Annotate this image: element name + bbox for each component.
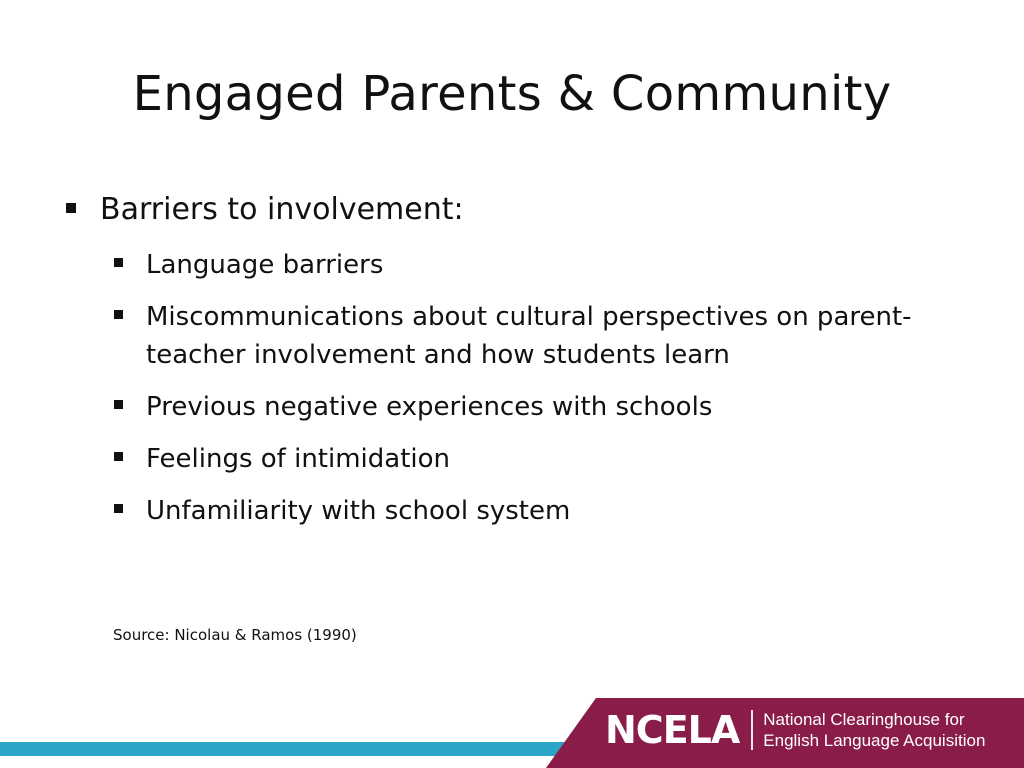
- org-line-1: National Clearinghouse for: [763, 710, 965, 729]
- slide-body: [62, 190, 1002, 530]
- square-bullet-icon: [114, 452, 123, 461]
- main-bullet: [62, 190, 1002, 230]
- sub-bullet-text: Unfamiliarity with school system: [146, 496, 571, 526]
- sub-bullet-text: Language barriers: [146, 250, 384, 280]
- square-bullet-icon: [114, 258, 123, 267]
- logo-wordmark: NCELA: [605, 708, 740, 752]
- slide-title: Engaged Parents & Community: [132, 66, 892, 122]
- sub-bullet-text: Previous negative experiences with schools: [146, 392, 713, 422]
- square-bullet-icon: [114, 400, 123, 409]
- sub-bullet: [62, 388, 1002, 426]
- square-bullet-icon: [114, 310, 123, 319]
- square-bullet-icon: [66, 203, 76, 213]
- source-citation: Source: Nicolau & Ramos (1990): [113, 626, 357, 644]
- footer-teal-stripe: [0, 742, 600, 756]
- organization-name: [763, 709, 985, 751]
- sub-bullet: [62, 298, 1002, 374]
- logo-divider: [751, 710, 753, 750]
- sub-bullet-text: Miscommunications about cultural perspectives on parent-teacher involvement and how students learn: [146, 302, 912, 370]
- org-line-2: English Language Acquisition: [763, 731, 986, 750]
- ncela-logo: [605, 708, 985, 752]
- sub-bullet: [62, 492, 1002, 530]
- sub-bullet: [62, 246, 1002, 284]
- sub-bullet-text: Feelings of intimidation: [146, 444, 451, 474]
- square-bullet-icon: [114, 504, 123, 513]
- sub-bullet: [62, 440, 1002, 478]
- main-bullet-text: Barriers to involvement:: [100, 192, 464, 227]
